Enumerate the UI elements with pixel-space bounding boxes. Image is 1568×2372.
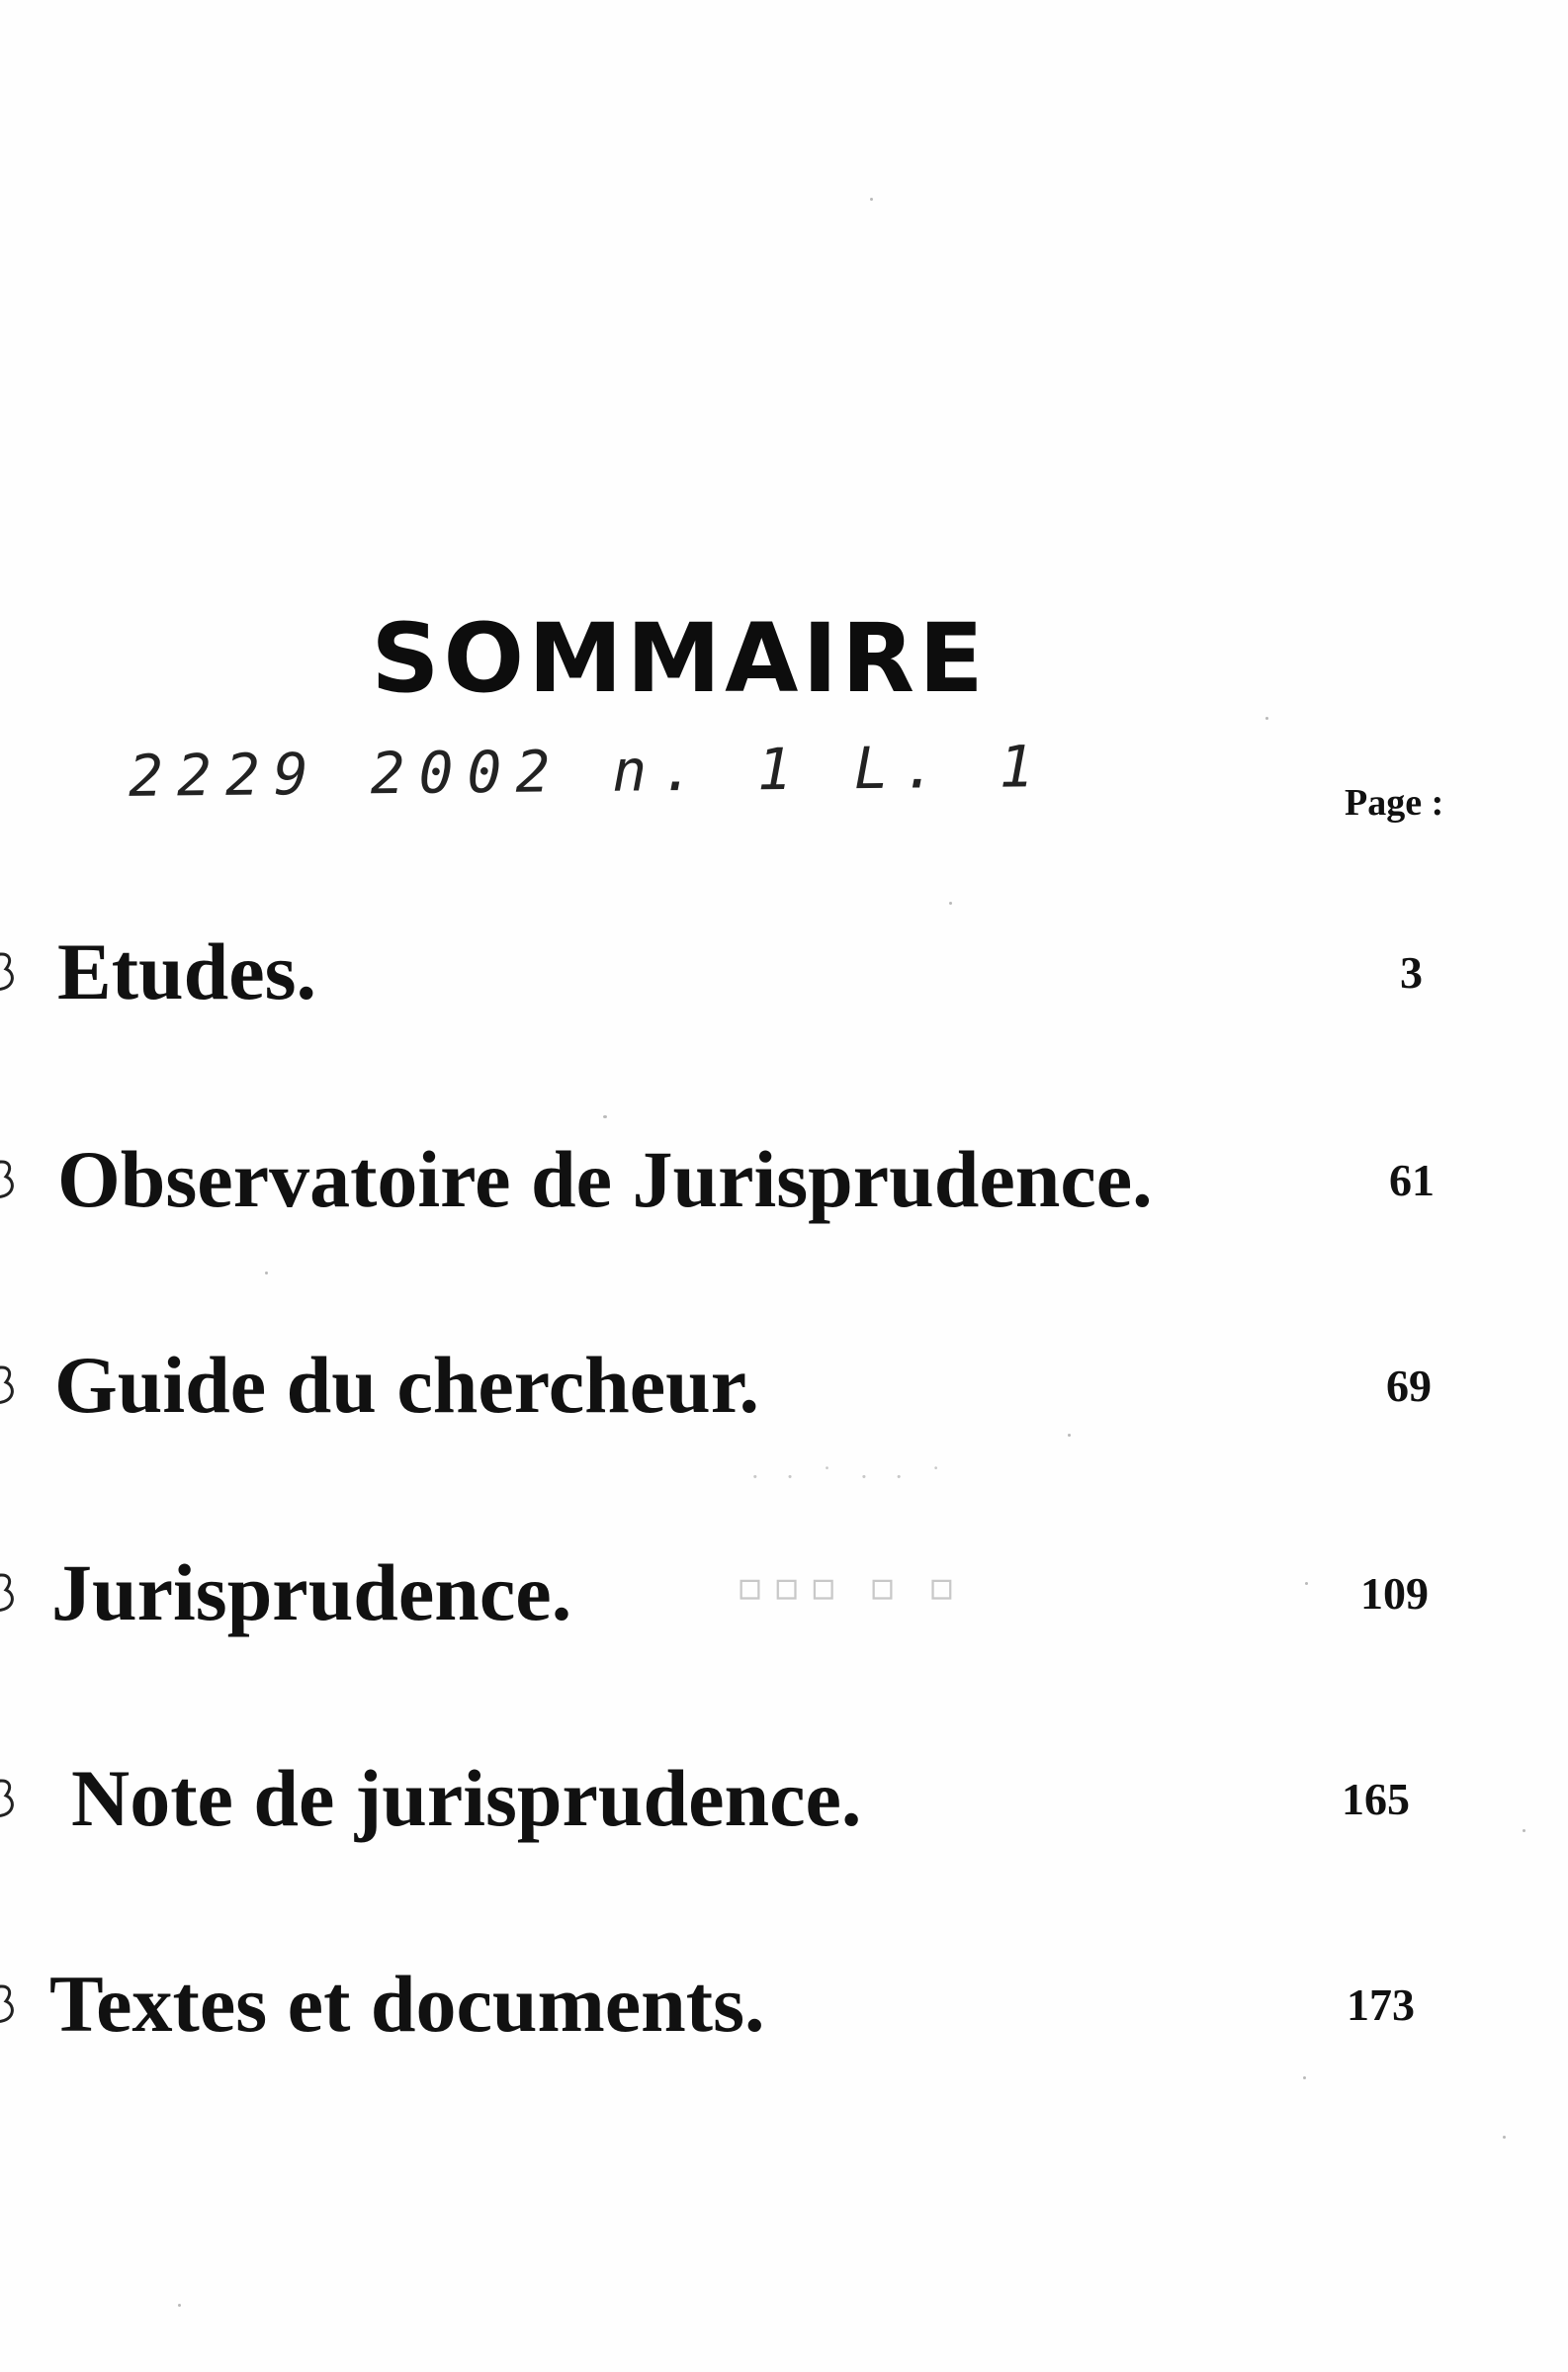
hand-pointer-icon: [0, 1564, 20, 1624]
toc-entry-label: Guide du chercheur.: [54, 1340, 760, 1430]
handwritten-note: 2229 2002 n. 1 L. 1: [128, 733, 1048, 810]
scan-speck: [603, 1115, 607, 1118]
scan-speck: [1265, 717, 1268, 720]
scan-speck: [870, 198, 873, 201]
toc-entry-textes: [0, 1950, 1568, 2059]
toc-entry-page: 109: [1360, 1568, 1429, 1619]
bleed-through-marks: ▫︎▫︎▫︎ ▫︎ ▫︎: [737, 1564, 965, 1610]
bleed-through-marks: · · ˙ · · ˙: [751, 1463, 952, 1491]
scan-speck: [1303, 2076, 1306, 2079]
scan-speck: [1523, 1829, 1525, 1832]
scan-speck: [1305, 1582, 1308, 1585]
toc-entry-label: Etudes.: [57, 926, 317, 1016]
scan-speck: [949, 902, 952, 905]
toc-entry-page: 61: [1389, 1155, 1435, 1205]
scan-speck: [265, 1272, 268, 1274]
hand-pointer-icon: [0, 1151, 20, 1210]
scan-speck: [178, 2304, 181, 2307]
toc-entry-note: [0, 1744, 1568, 1853]
toc-entry-page: 69: [1386, 1361, 1432, 1411]
toc-entry-page: 3: [1400, 947, 1423, 998]
page-column-header: Page :: [1345, 782, 1444, 824]
scan-speck: [1068, 1434, 1071, 1437]
scan-speck: [1503, 2136, 1506, 2139]
toc-entry-label: Observatoire de Jurisprudence.: [57, 1134, 1153, 1224]
hand-pointer-icon: [0, 943, 20, 1003]
toc-entry-etudes: [0, 918, 1568, 1026]
toc-entry-page: 165: [1342, 1774, 1410, 1824]
hand-pointer-icon: [0, 1770, 20, 1829]
toc-entry-observatoire: [0, 1125, 1568, 1234]
toc-entry-page: 173: [1347, 1979, 1415, 2030]
hand-pointer-icon: [0, 1357, 20, 1416]
toc-entry-label: Textes et documents.: [49, 1959, 765, 2049]
hand-pointer-icon: [0, 1976, 20, 2035]
page-title: SOMMAIRE: [371, 603, 988, 714]
toc-entry-label: Note de jurisprudence.: [71, 1753, 862, 1843]
toc-entry-guide: [0, 1331, 1568, 1440]
toc-entry-label: Jurisprudence.: [51, 1547, 572, 1637]
